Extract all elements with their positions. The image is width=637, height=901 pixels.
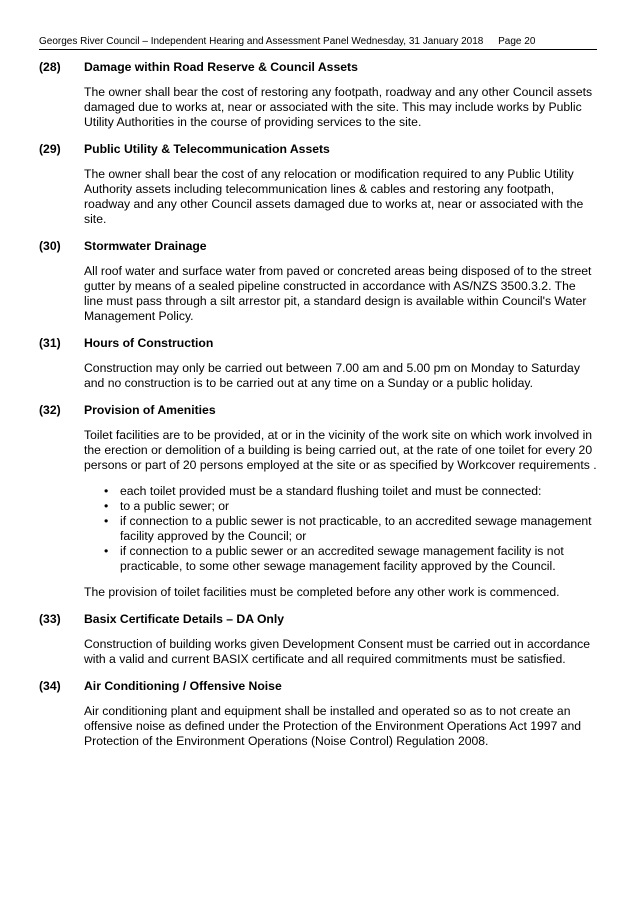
header-text: Georges River Council – Independent Hearing and Assessment Panel Wednesday, 31 January 2018 — [39, 36, 484, 47]
section-number: (33) — [39, 612, 61, 626]
section-heading — [39, 239, 597, 253]
section-31 — [39, 336, 597, 391]
section-32 — [39, 403, 597, 600]
section-title: Hours of Construction — [84, 336, 214, 350]
section-heading — [39, 336, 597, 350]
section-34 — [39, 679, 597, 749]
section-heading — [39, 403, 597, 417]
section-number: (28) — [39, 60, 61, 74]
section-heading — [39, 60, 597, 74]
section-closing-paragraph: The provision of toilet facilities must be completed before any other work is commenced. — [84, 585, 560, 599]
list-item — [84, 484, 597, 499]
page-header — [39, 36, 597, 50]
bullet-icon: • — [104, 499, 109, 513]
section-title: Stormwater Drainage — [84, 239, 207, 253]
section-33 — [39, 612, 597, 667]
section-paragraph: Toilet facilities are to be provided, at or in the vicinity of the work site on which work involved in the erection or demolition of a building is being carried out, at the rate of one toilet for every 20 persons or part of 20 persons employed at the site or as specified by Workcover requirements . — [84, 428, 597, 472]
section-paragraph: Air conditioning plant and equipment shall be installed and operated so as to not create an offensive noise as defined under the Protection of the Environment Operations Act 1997 and Protection of the Environment Operations (Noise Control) Regulation 2008. — [84, 704, 582, 748]
bullet-icon: • — [104, 514, 109, 528]
section-heading — [39, 142, 597, 156]
list-item — [84, 514, 597, 544]
section-number: (34) — [39, 679, 61, 693]
section-title: Air Conditioning / Offensive Noise — [84, 679, 282, 693]
section-paragraph: Construction may only be carried out between 7.00 am and 5.00 pm on Monday to Saturday and no construction is to be carried out at any time on a Sunday or a public holiday. — [84, 361, 580, 390]
bullet-icon: • — [104, 484, 109, 498]
list-item — [84, 499, 597, 514]
document-body — [39, 60, 597, 761]
amenities-bullet-list — [84, 484, 597, 574]
section-number: (29) — [39, 142, 61, 156]
section-paragraph: All roof water and surface water from paved or concreted areas being disposed of to the street gutter by means of a sealed pipeline constructed in accordance with AS/NZS 3500.3.2. The line must pass through a silt arrestor pit, a standard design is available within Council's Water Management Policy. — [84, 264, 592, 323]
list-item-text: to a public sewer; or — [120, 499, 230, 513]
section-title: Damage within Road Reserve & Council Assets — [84, 60, 358, 74]
section-title: Public Utility & Telecommunication Assets — [84, 142, 330, 156]
section-30 — [39, 239, 597, 324]
bullet-icon: • — [104, 544, 109, 558]
section-paragraph: The owner shall bear the cost of any relocation or modification required to any Public Utility Authority assets including telecommunication lines & cables and restoring any footpath, roadway and any other Council assets damaged due to works at, near or associated with the site. — [84, 167, 584, 226]
section-number: (30) — [39, 239, 61, 253]
list-item-text: if connection to a public sewer is not practicable, to an accredited sewage management facility approved by the Council; or — [120, 514, 592, 543]
list-item-text: each toilet provided must be a standard flushing toilet and must be connected: — [120, 484, 542, 498]
section-paragraph: The owner shall bear the cost of restoring any footpath, roadway and any other Council assets damaged due to works at, near or associated with the site. This may include works by Public Utility Authorities in the course of providing services to the site. — [84, 85, 593, 129]
section-title: Provision of Amenities — [84, 403, 216, 417]
section-number: (31) — [39, 336, 61, 350]
section-heading — [39, 679, 597, 693]
list-item — [84, 544, 597, 574]
section-28 — [39, 60, 597, 130]
list-item-text: if connection to a public sewer or an accredited sewage management facility is not practicable, to some other sewage management facility approved by the Council. — [120, 544, 564, 573]
section-29 — [39, 142, 597, 227]
section-heading — [39, 612, 597, 626]
section-number: (32) — [39, 403, 61, 417]
section-title: Basix Certificate Details – DA Only — [84, 612, 285, 626]
section-paragraph: Construction of building works given Development Consent must be carried out in accordance with a valid and current BASIX certificate and all required commitments must be satisfied. — [84, 637, 591, 666]
page-number: Page 20 — [498, 36, 536, 47]
